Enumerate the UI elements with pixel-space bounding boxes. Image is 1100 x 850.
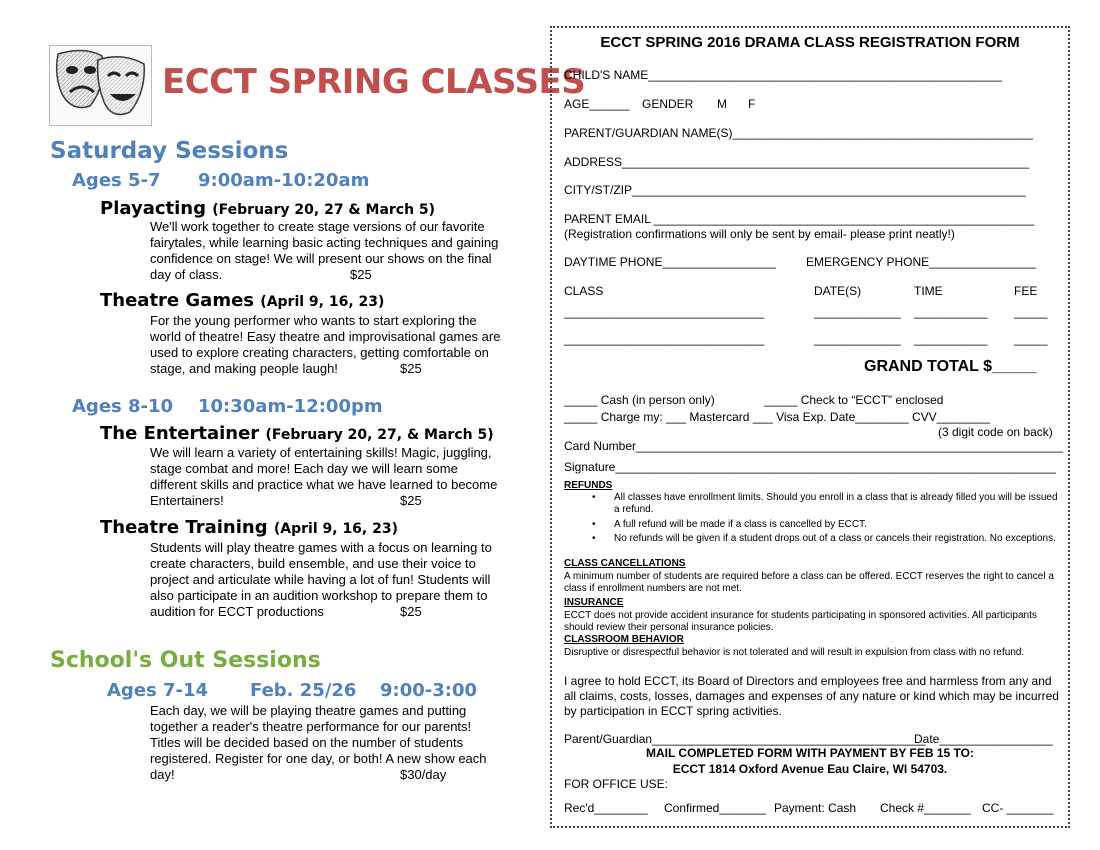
class-dates: (February 20, 27 & March 5)	[212, 202, 436, 218]
description-line: audition for ECCT productions	[150, 604, 324, 619]
description-line: We'll work together to create stage versions of our favorite	[150, 219, 485, 234]
class-description	[150, 219, 530, 283]
class-price: $25	[350, 267, 372, 282]
description-line: day!	[150, 767, 175, 782]
description-line: project and articulate while having a lot of fun! Students will	[150, 572, 491, 587]
refunds-header: REFUNDS	[564, 480, 613, 491]
dates-input[interactable]: _____________	[814, 305, 901, 319]
city-state-zip-field[interactable]: CITY/ST/ZIP___________________________________________________________	[564, 183, 1026, 197]
description-line: fairytales, while learning basic acting techniques and gaining	[150, 235, 499, 250]
class-name: Theatre Training	[100, 517, 268, 538]
class-heading	[100, 290, 384, 311]
class-input[interactable]: ______________________________	[564, 305, 765, 319]
registration-form	[550, 26, 1070, 828]
saturday-heading: Saturday Sessions	[50, 138, 289, 164]
class-price: $25	[400, 493, 422, 508]
description-line: used to explore creating characters, getting comfortable on	[150, 345, 489, 360]
schools-out-heading: School's Out Sessions	[50, 648, 321, 673]
theatre-masks-logo	[49, 45, 152, 126]
class-heading	[100, 423, 494, 444]
parent-signature-field[interactable]: Parent/Guardian_________________________________________	[564, 732, 926, 746]
fee-input[interactable]: _____	[1014, 305, 1048, 319]
time-label: 9:00-3:00	[380, 680, 478, 701]
agreement-text: I agree to hold ECCT, its Board of Directors and employees free and harmless from any and all claims, costs, losses, damages and expenses of any nature or kind which may be incurred by participation in ECCT spring activities.	[564, 674, 1059, 718]
refund-item: • No refunds will be given if a student drops out of a class or cancels their registration. No exceptions.	[614, 533, 1059, 545]
class-price: $25	[400, 361, 422, 376]
child-name-field[interactable]: CHILD'S NAME_____________________________________________________	[564, 68, 1003, 82]
class-dates: (February 20, 27, & March 5)	[265, 427, 494, 443]
date-label: Feb. 25/26	[250, 680, 357, 701]
cancellations-header: CLASS CANCELLATIONS	[564, 558, 686, 569]
address-field[interactable]: ADDRESS_____________________________________________________________	[564, 155, 1030, 169]
description-line: stage combat and more! Each day we will learn some	[150, 461, 458, 476]
class-name: The Entertainer	[100, 423, 260, 444]
description-line: confidence on stage! We will present our shows on the final	[150, 251, 492, 266]
description-line: Students will play theatre games with a focus on learning to	[150, 540, 492, 555]
emergency-phone-field[interactable]: EMERGENCY PHONE________________	[806, 255, 1036, 269]
ages-label: Ages 7-14	[107, 680, 209, 701]
insurance-text: ECCT does not provide accident insurance for students participating in sponsored activities. All participants should review their personal insurance policies.	[564, 610, 1037, 633]
signature-field[interactable]: Signature__________________________________________________________________	[564, 460, 1056, 474]
description-line: create characters, build ensemble, and use their voice to	[150, 556, 476, 571]
grand-total-field[interactable]: GRAND TOTAL $_____	[864, 358, 1037, 375]
description-line: stage, and making people laugh!	[150, 361, 338, 376]
daytime-phone-field[interactable]: DAYTIME PHONE_________________	[564, 255, 776, 269]
dates-input[interactable]: _____________	[814, 332, 901, 346]
behavior-text: Disruptive or disrespectful behavior is not tolerated and will result in expulsion from class with no refund.	[564, 647, 1025, 658]
age-field[interactable]: AGE______	[564, 97, 630, 111]
description-line: world of theatre! Easy theatre and improvisational games are	[150, 329, 501, 344]
time-label: 9:00am-10:20am	[198, 170, 370, 191]
description-line: Entertainers!	[150, 493, 224, 508]
class-heading	[100, 198, 435, 219]
received-field[interactable]: Rec'd________	[564, 801, 648, 815]
class-description	[150, 540, 530, 620]
time-input[interactable]: ___________	[914, 305, 988, 319]
class-column-header: CLASS	[564, 284, 604, 298]
office-use-label: FOR OFFICE USE:	[564, 777, 669, 791]
insurance-header: INSURANCE	[564, 597, 624, 608]
description-line: also participate in an audition workshop to prepare them to	[150, 588, 488, 603]
description-line: together a reader's theatre performance for our parents!	[150, 719, 472, 734]
gender-m-option[interactable]: M	[717, 97, 727, 111]
charge-option[interactable]: _____ Charge my: ___ Mastercard ___ Visa Exp. Date________ CVV________	[564, 410, 991, 424]
refund-item: • A full refund will be made if a class is cancelled by ECCT.	[614, 519, 1059, 531]
ages-label: Ages 8-10	[72, 396, 174, 417]
gender-label: GENDER	[642, 97, 694, 111]
description-line: Each day, we will be playing theatre games and putting	[150, 703, 467, 718]
fee-column-header: FEE	[1014, 284, 1038, 298]
class-price: $25	[400, 604, 422, 619]
cvv-note: (3 digit code on back)	[938, 425, 1053, 439]
date-field[interactable]: Date_________________	[914, 732, 1053, 746]
behavior-header: CLASSROOM BEHAVIOR	[564, 634, 684, 645]
parent-name-field[interactable]: PARENT/GUARDIAN NAME(S)_____________________________________________	[564, 126, 1033, 140]
parent-email-field[interactable]: PARENT EMAIL _________________________________________________________	[564, 212, 1035, 226]
description-line: registered. Register for one day, or both! A new show each	[150, 751, 487, 766]
cash-option[interactable]: _____ Cash (in person only)	[564, 393, 715, 407]
theatre-masks-icon	[50, 46, 151, 125]
page-title: ECCT SPRING CLASSES	[162, 62, 586, 102]
class-price: $30/day	[400, 767, 447, 782]
description-line: We will learn a variety of entertaining skills! Magic, juggling,	[150, 445, 492, 460]
fee-input[interactable]: _____	[1014, 332, 1048, 346]
description-line: Titles will be decided based on the number of students	[150, 735, 464, 750]
time-label: 10:30am-12:00pm	[198, 396, 383, 417]
class-dates: (April 9, 16, 23)	[260, 294, 385, 310]
class-name: Playacting	[100, 198, 206, 219]
confirmed-field[interactable]: Confirmed_______	[664, 801, 767, 815]
description-line: For the young performer who wants to start exploring the	[150, 313, 477, 328]
check-option[interactable]: _____ Check to “ECCT” enclosed	[764, 393, 944, 407]
card-number-field[interactable]: Card Number________________________________________________________________	[564, 439, 1064, 453]
email-note: (Registration confirmations will only be sent by email- please print neatly!)	[564, 227, 955, 241]
mail-address: ECCT 1814 Oxford Avenue Eau Claire, WI 54703.	[672, 762, 948, 776]
class-description	[150, 703, 530, 783]
description-line: day of class.	[150, 267, 223, 282]
class-heading	[100, 517, 398, 538]
check-number-field[interactable]: Check #_______	[880, 801, 971, 815]
gender-f-option[interactable]: F	[748, 97, 756, 111]
time-input[interactable]: ___________	[914, 332, 988, 346]
dates-column-header: DATE(S)	[814, 284, 862, 298]
refund-item: • All classes have enrollment limits. Should you enroll in a class that is already filled you will be issued a refund.	[614, 492, 1059, 516]
mail-instructions: MAIL COMPLETED FORM WITH PAYMENT BY FEB 15 TO:	[645, 746, 975, 760]
class-name: Theatre Games	[100, 290, 255, 311]
payment-cash-field[interactable]: Payment: Cash	[774, 801, 857, 815]
class-input[interactable]: ______________________________	[564, 332, 765, 346]
time-column-header: TIME	[914, 284, 943, 298]
class-description	[150, 445, 530, 509]
form-title: ECCT SPRING 2016 DRAMA CLASS REGISTRATION FORM	[600, 34, 1020, 51]
description-line: different skills and practice what we have learned to become	[150, 477, 498, 492]
cc-field[interactable]: CC- _______	[982, 801, 1054, 815]
class-description	[150, 313, 530, 377]
ages-label: Ages 5-7	[72, 170, 161, 191]
class-dates: (April 9, 16, 23)	[273, 521, 398, 537]
cancellations-text: A minimum number of students are required before a class can be offered. ECCT reserves the right to cancel a class if enrollment numbers are not met.	[564, 571, 1054, 594]
